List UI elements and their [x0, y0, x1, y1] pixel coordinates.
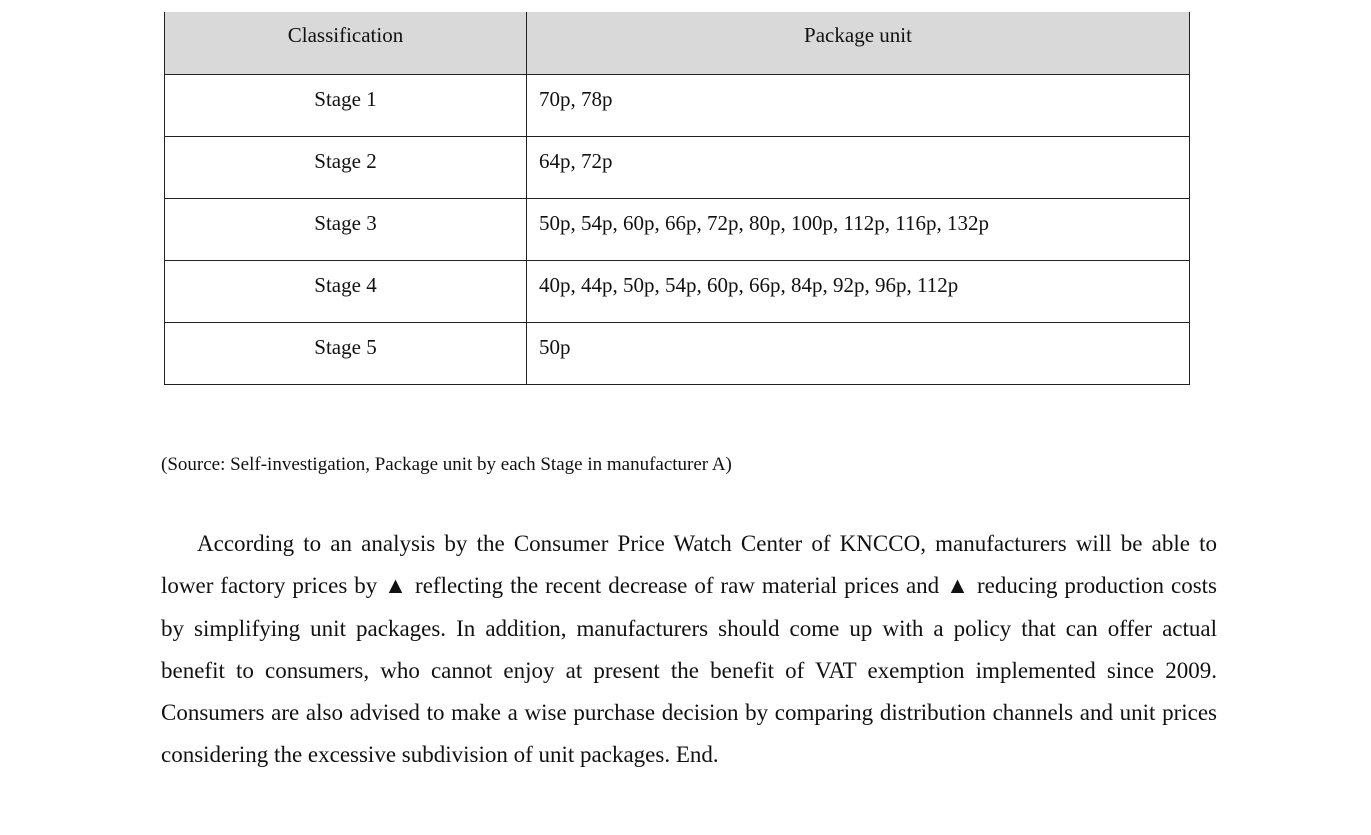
- stage-label: Stage 4: [314, 273, 377, 297]
- units-cell: [527, 199, 1190, 261]
- table-row: [165, 323, 1190, 385]
- header-classification: [165, 12, 527, 75]
- table-row: [165, 75, 1190, 137]
- table-source-note: (Source: Self-investigation, Package unit by each Stage in manufacturer A): [161, 454, 732, 475]
- stage-label: Stage 3: [314, 211, 377, 235]
- stage-cell: [165, 261, 527, 323]
- stage-cell: [165, 75, 527, 137]
- units-value: 50p, 54p, 60p, 66p, 72p, 80p, 100p, 112p, 116p, 132p: [539, 211, 989, 235]
- stage-label: Stage 5: [314, 335, 377, 359]
- stage-cell: [165, 137, 527, 199]
- units-cell: [527, 75, 1190, 137]
- table-row: [165, 137, 1190, 199]
- units-value: 40p, 44p, 50p, 54p, 60p, 66p, 84p, 92p, 96p, 112p: [539, 273, 959, 297]
- units-value: 50p: [539, 335, 571, 359]
- stage-label: Stage 2: [314, 149, 377, 173]
- units-cell: [527, 323, 1190, 385]
- table-row: [165, 199, 1190, 261]
- header-classification-text: Classification: [287, 23, 404, 47]
- table-row: [165, 261, 1190, 323]
- stage-cell: [165, 199, 527, 261]
- stage-label: Stage 1: [314, 87, 377, 111]
- body-paragraph: According to an analysis by the Consumer Price Watch Center of KNCCO, manufacturers will be able to lower factory prices by ▲ reflecting the recent decrease of raw material prices and ▲ reducing production costs by simplifying unit packages. In addition, manufacturers should come up with a policy that can offer actual benefit to consumers, who cannot enjoy at present the benefit of VAT exemption implemented since 2009. Consumers are also advised to make a wise purchase decision by comparing distribution channels and unit prices considering the excessive subdivision of unit packages. End.: [161, 531, 1217, 768]
- package-unit-table: [164, 12, 1190, 385]
- header-package-unit-text: Package unit: [804, 23, 912, 47]
- units-cell: [527, 261, 1190, 323]
- units-value: 64p, 72p: [539, 149, 613, 173]
- stage-cell: [165, 323, 527, 385]
- table-header-row: [165, 12, 1190, 75]
- units-cell: [527, 137, 1190, 199]
- units-value: 70p, 78p: [539, 87, 613, 111]
- header-package-unit: [527, 12, 1190, 75]
